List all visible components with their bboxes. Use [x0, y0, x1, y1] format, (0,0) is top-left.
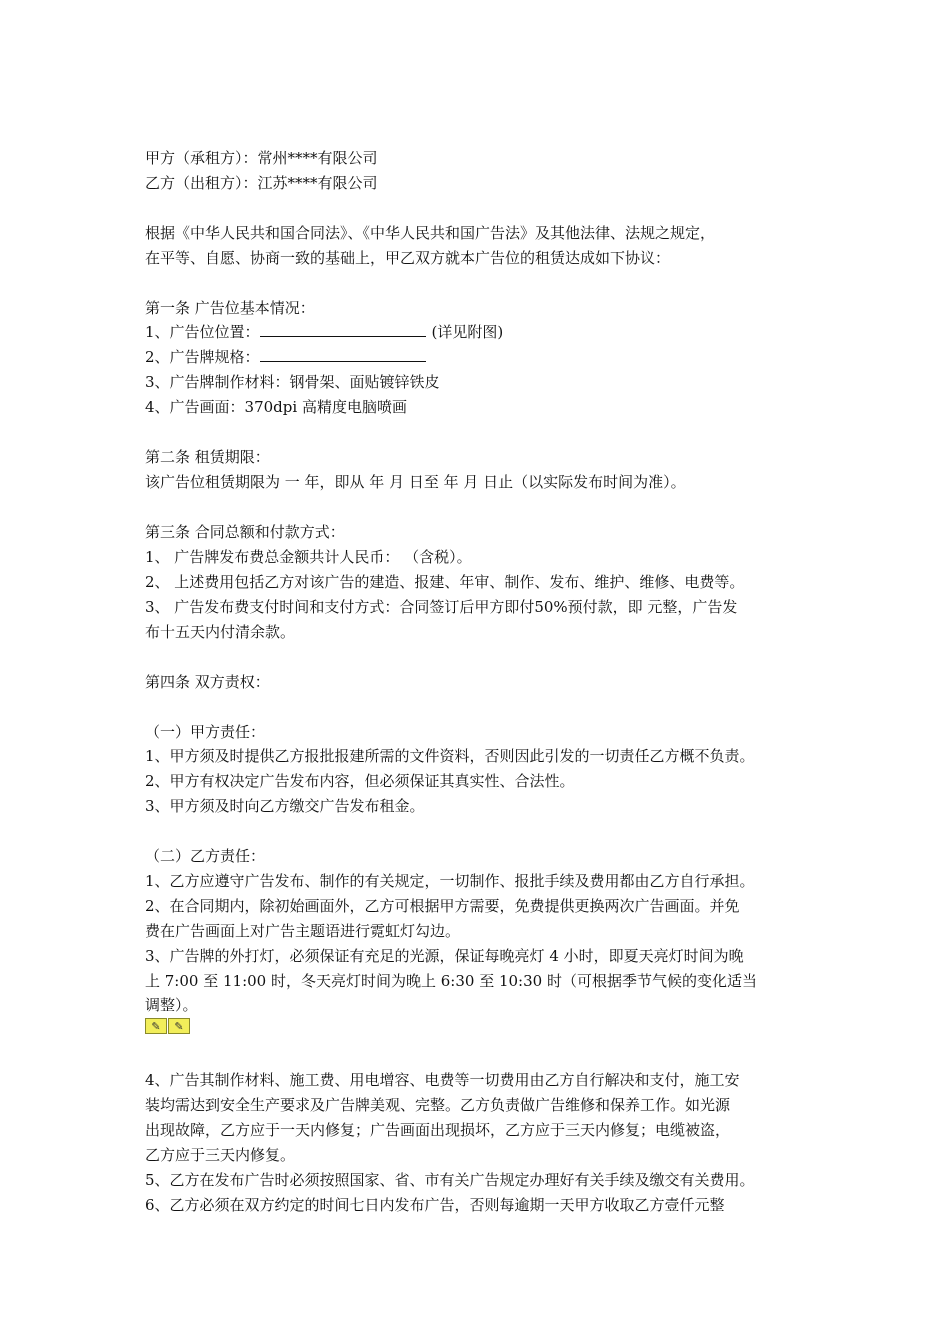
article-1-item-1 [145, 322, 835, 342]
article-2-title: 第二条 租赁期限： [145, 448, 270, 466]
party-b-duty-3-line-1: 3、广告牌的外打灯，必须保证有充足的光源，保证每晚亮灯 4 小时，即夏天亮灯时间为晚 [145, 947, 744, 965]
party-b-duty-3-line-2: 上 7:00 至 11:00 时，冬天亮灯时间为晚上 6:30 至 10:30 时（可根据季节气候的变化适当 [145, 972, 757, 990]
attachment-icon[interactable]: ✎ [145, 1018, 167, 1034]
intro-line-2: 在平等、自愿、协商一致的基础上，甲乙双方就本广告位的租赁达成如下协议： [145, 249, 671, 267]
embedded-object-icons [145, 1018, 191, 1034]
article-1-item-3: 3、广告牌制作材料：钢骨架、面贴镀锌铁皮 [145, 373, 440, 391]
article-3-line-4: 布十五天内付清余款。 [145, 623, 296, 641]
party-b-duty-4-line-3: 出现故障，乙方应于一天内修复；广告画面出现损坏，乙方应于三天内修复；电缆被盗， [145, 1121, 731, 1139]
party-b-duty-5: 5、乙方在发布广告时必须按照国家、省、市有关广告规定办理好有关手续及缴交有关费用。 [145, 1171, 755, 1189]
party-a-duties-title: （一）甲方责任： [145, 723, 266, 741]
party-b: 乙方（出租方）：江苏****有限公司 [145, 174, 378, 192]
blank-line [260, 347, 426, 362]
party-b-duty-4-line-4: 乙方应于三天内修复。 [145, 1146, 296, 1164]
article-3-line-3: 3、 广告发布费支付时间和支付方式：合同签订后甲方即付50%预付款，即 元整，广告发 [145, 598, 738, 616]
attachment-icon[interactable]: ✎ [168, 1018, 190, 1034]
intro-line-1: 根据《中华人民共和国合同法》、《中华人民共和国广告法》及其他法律、法规之规定， [145, 224, 716, 242]
article-3-line-1: 1、 广告牌发布费总金额共计人民币： （含税）。 [145, 548, 472, 566]
party-b-duty-6: 6、乙方必须在双方约定的时间七日内发布广告，否则每逾期一天甲方收取乙方壹仟元整 [145, 1196, 725, 1214]
article-2-line-1: 该广告位租赁期限为 一 年，即从 年 月 日至 年 月 日止（以实际发布时间为准）。 [145, 473, 686, 491]
article-3-line-2: 2、 上述费用包括乙方对该广告的建造、报建、年审、制作、发布、维护、维修、电费等。 [145, 573, 745, 591]
article-3-title: 第三条 合同总额和付款方式： [145, 523, 345, 541]
article-4-title: 第四条 双方责权： [145, 673, 270, 691]
article-1-title: 第一条 广告位基本情况： [145, 299, 315, 317]
party-a-duty-3: 3、甲方须及时向乙方缴交广告发布租金。 [145, 797, 425, 815]
article-1-item-4: 4、广告画面：370dpi 高精度电脑喷画 [145, 398, 407, 416]
party-a-duty-2: 2、甲方有权决定广告发布内容，但必须保证其真实性、合法性。 [145, 772, 575, 790]
party-b-duty-3-line-3: 调整）。 [145, 996, 198, 1014]
item-1-note: (详见附图) [431, 323, 504, 341]
party-b-duties-title: （二）乙方责任： [145, 847, 266, 865]
party-b-duty-2-line-1: 2、在合同期内，除初始画面外，乙方可根据甲方需要，免费提供更换两次广告画面。并免 [145, 897, 740, 915]
party-a: 甲方（承租方）：常州****有限公司 [145, 149, 378, 167]
party-b-duty-1: 1、乙方应遵守广告发布、制作的有关规定，一切制作、报批手续及费用都由乙方自行承担。 [145, 872, 755, 890]
party-b-duty-2-line-2: 费在广告画面上对广告主题语进行霓虹灯勾边。 [145, 922, 461, 940]
party-b-duty-4-line-2: 装均需达到安全生产要求及广告牌美观、完整。乙方负责做广告维修和保养工作。如光源 [145, 1096, 731, 1114]
blank-line [260, 322, 426, 337]
party-b-duty-4-line-1: 4、广告其制作材料、施工费、用电增容、电费等一切费用由乙方自行解决和支付，施工安 [145, 1071, 740, 1089]
item-2-label: 2、广告牌规格： [145, 348, 260, 366]
party-a-duty-1: 1、甲方须及时提供乙方报批报建所需的文件资料，否则因此引发的一切责任乙方概不负责。 [145, 747, 755, 765]
article-1-item-2 [145, 347, 835, 367]
item-1-label: 1、广告位位置： [145, 323, 260, 341]
